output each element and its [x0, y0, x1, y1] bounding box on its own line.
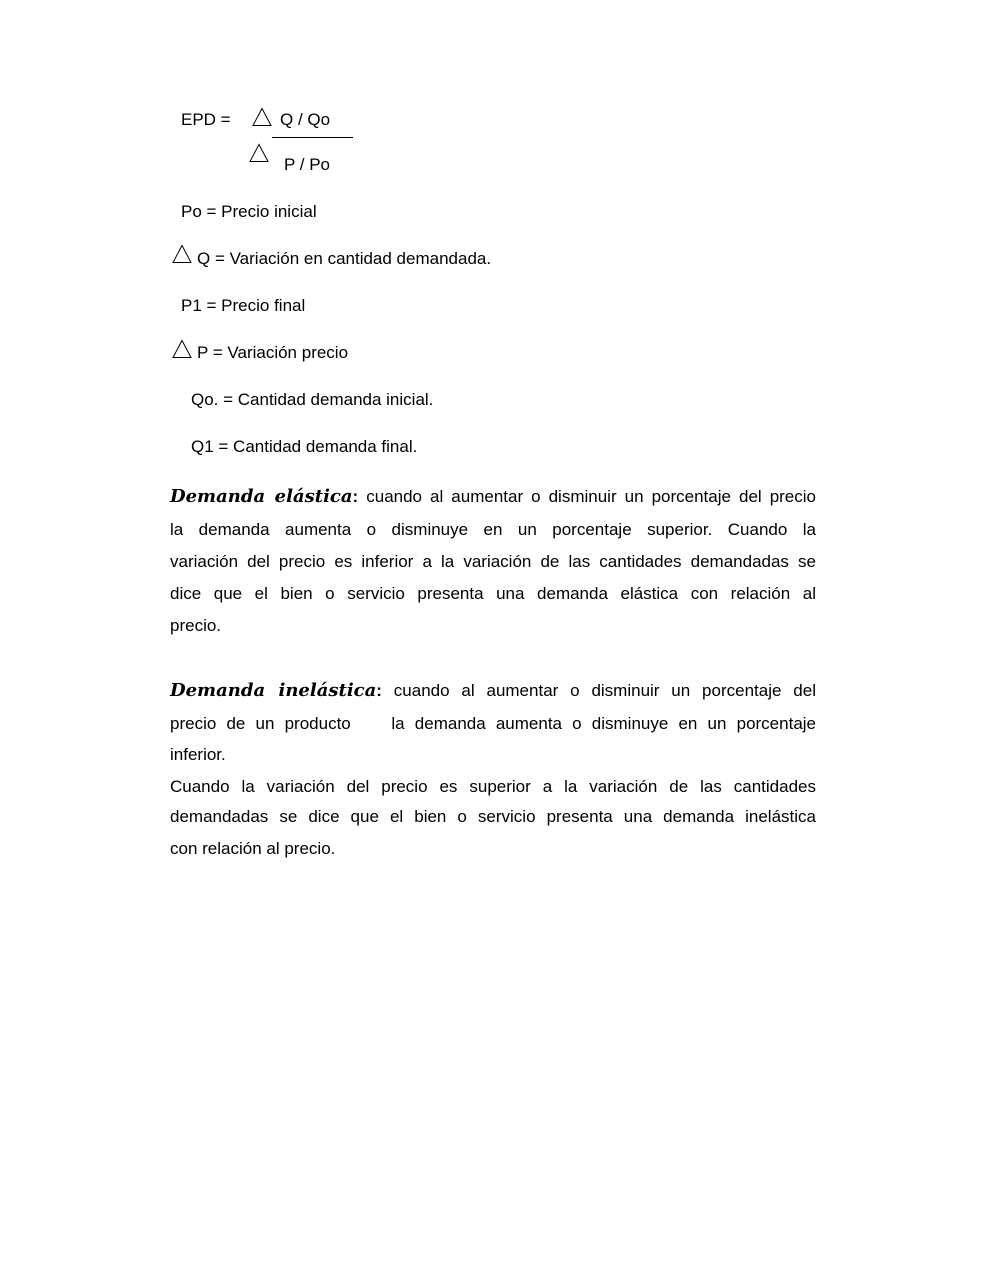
delta-triangle-icon — [172, 339, 192, 359]
term-demanda-inelastica: Demanda inelástica — [170, 680, 377, 701]
paragraph-line: cuando al aumentar o disminuir un porcentaje del — [381, 681, 816, 700]
paragraph-line: Cuando la variación del precio es superior a la variación de las cantidades — [170, 777, 816, 796]
paragraph-line: dice que el bien o servicio presenta una demanda elástica con relación al — [170, 584, 816, 603]
paragraph-demanda-elastica — [170, 480, 816, 642]
delta-triangle-icon — [252, 107, 272, 127]
paragraph-line: demandadas se dice que el bien o servicio presenta una demanda inelástica — [170, 807, 816, 826]
paragraph-line: variación del precio es inferior a la variación de las cantidades demandadas se — [170, 552, 816, 571]
paragraph-line: precio de un producto la demanda aumenta o disminuye en un porcentaje — [170, 714, 816, 733]
paragraph-demanda-inelastica — [170, 674, 816, 865]
term-colon: : — [376, 681, 382, 700]
fraction-bar — [272, 137, 353, 138]
formula-denominator: P / Po — [284, 155, 330, 174]
formula-lhs: EPD = — [181, 110, 231, 129]
definition-delta-p: P = Variación precio — [197, 343, 349, 362]
term-colon: : — [352, 487, 359, 506]
paragraph-line: precio. — [170, 616, 222, 635]
delta-triangle-icon — [249, 143, 269, 163]
definition-qo: Qo. = Cantidad demanda inicial. — [191, 390, 434, 409]
definition-delta-q: Q = Variación en cantidad demandada. — [197, 249, 492, 268]
formula-numerator: Q / Qo — [280, 110, 331, 129]
delta-triangle-icon — [172, 244, 192, 264]
term-demanda-elastica: Demanda elástica — [170, 486, 353, 507]
paragraph-line: inferior. — [170, 745, 226, 764]
definition-q1: Q1 = Cantidad demanda final. — [191, 437, 418, 456]
definition-p1: P1 = Precio final — [181, 296, 306, 315]
paragraph-line: la demanda aumenta o disminuye en un porcentaje superior. Cuando la — [170, 520, 816, 539]
definition-po: Po = Precio inicial — [181, 202, 317, 221]
paragraph-line: con relación al precio. — [170, 839, 336, 858]
paragraph-line: cuando al aumentar o disminuir un porcentaje del precio — [358, 487, 816, 506]
